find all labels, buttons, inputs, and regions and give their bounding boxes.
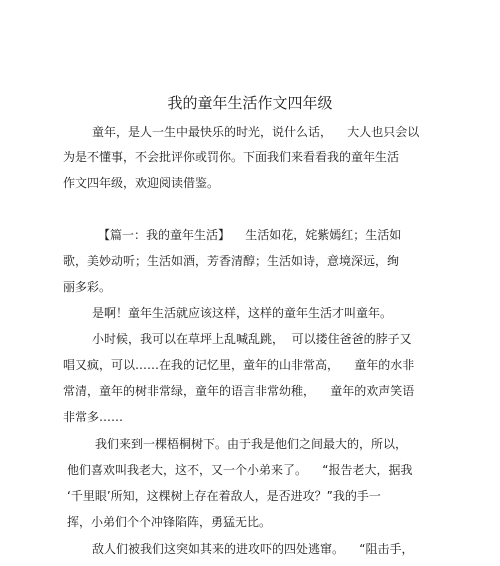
paragraph-line: 他们喜欢叫我老大，这不，又一个小弟来了。 “报告老大，据我 [67,463,413,477]
document-title: 我的童年生活作文四年级 [167,94,333,112]
paragraph-line: 【篇一：我的童年生活】 生活如花，姹紫嫣红；生活如 [98,228,402,242]
paragraph-line: 丽多彩。 [63,280,112,294]
paragraph-line: 唱又疯，可以……在我的记忆里，童年的山非常高， 童年的水非 [63,358,415,372]
paragraph-line: 我们来到一棵梧桐树下。由于我是他们之间最大的，所以， [95,437,408,451]
paragraph-line: 歌，美妙动听；生活如酒，芳香清醇；生活如诗，意境深远，绚 [63,254,400,268]
paragraph-line: ‘千里眼’所知，这棵树上存在着敌人，是否进攻？”我的手一 [67,489,381,503]
paragraph-line: 为是不懂事，不会批评你或罚你。下面我们来看看我的童年生活 [63,150,400,164]
paragraph-line: 作文四年级，欢迎阅读借鉴。 [63,176,220,190]
paragraph-line: 小时候，我可以在草坪上乱喊乱跳， 可以搂住爸爸的脖子又 [92,332,412,346]
paragraph-line: 敌人们被我们这突如其来的进攻吓的四处逃窜。 “阻击手， [92,542,414,556]
paragraph-line: 常清，童年的树非常绿，童年的语言非常幼稚， 童年的欢声笑语 [63,384,415,398]
paragraph-line: 非常多…… [63,410,124,424]
paragraph-line: 挥，小弟们个个冲锋陷阵，勇猛无比。 [67,515,272,529]
paragraph-line: 童年，是人一生中最快乐的时光，说什么话， 大人也只会以 [92,125,420,139]
paragraph-line: 是啊！童年生活就应该这样，这样的童年生活才叫童年。 [92,306,393,320]
